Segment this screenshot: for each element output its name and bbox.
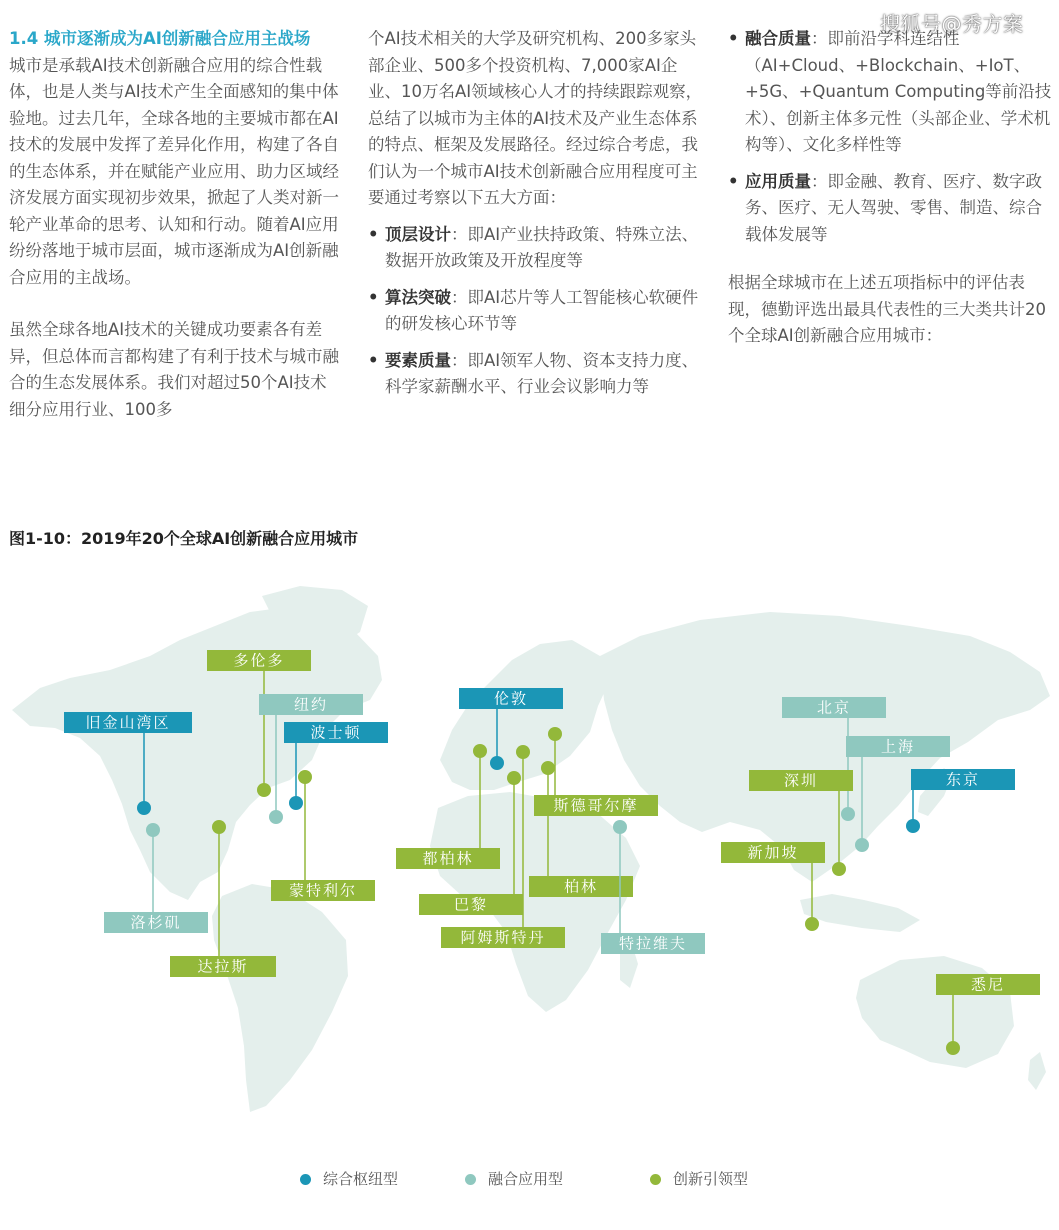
city-dot — [137, 801, 151, 815]
criteria-term: 顶层设计 — [385, 224, 451, 244]
city-label: 阿姆斯特丹 — [460, 928, 546, 947]
legend-dot — [300, 1174, 311, 1185]
world-map — [0, 560, 1059, 1160]
criteria-list — [728, 26, 1054, 248]
criteria-term: 算法突破 — [385, 287, 451, 307]
legend-dot — [465, 1174, 476, 1185]
section-title: 1.4 城市逐渐成为AI创新融合应用主战场 — [9, 29, 311, 48]
criteria-separator: ： — [451, 350, 468, 370]
city-dot — [805, 917, 819, 931]
city-dot — [490, 756, 504, 770]
city-dot — [146, 823, 160, 837]
text-column-3 — [728, 26, 1054, 350]
criteria-item — [368, 348, 703, 401]
criteria-description: 即AI芯片等人工智能核心软硬件的研发核心环节等 — [385, 287, 699, 333]
legend-item — [465, 1168, 563, 1189]
figure-title: 图1-10：2019年20个全球AI创新融合应用城市 — [9, 529, 359, 548]
city-dot — [289, 796, 303, 810]
paragraph-selection: 根据全球城市在上述五项指标中的评估表现，德勤评选出最具代表性的三大类共计20个全球AI创新融合应用城市： — [728, 273, 1046, 345]
criteria-description: 即AI领军人物、资本支持力度、科学家薪酬水平、行业会议影响力等 — [385, 350, 699, 396]
city-marker — [721, 842, 825, 931]
watermark: 搜狐号@秀方案 — [880, 12, 1024, 36]
criteria-separator: ： — [811, 171, 828, 191]
world-land — [12, 586, 1050, 1112]
criteria-term: 融合质量 — [745, 29, 811, 48]
city-label: 洛杉矶 — [130, 913, 182, 932]
city-label: 蒙特利尔 — [288, 881, 358, 900]
city-label: 巴黎 — [453, 895, 489, 914]
city-label: 波士顿 — [310, 723, 362, 742]
city-label: 新加坡 — [747, 843, 799, 862]
city-dot — [269, 810, 283, 824]
paragraph-intro: 城市是承载AI技术创新融合应用的综合性载体，也是人类与AI技术产生全面感知的集中体验地。过去几年，全球各地的主要城市都在AI技术的发展中发挥了差异化作用，构建了各自的生态体系，并在赋能产业应用、助力区域经济发展方面实现初步效果，掀起了人类对新一轮产业革命的思考、认知和行动。随着AI应用纷纷落地于城市层面，城市逐渐成为AI创新融合应用的主战场。 — [9, 55, 339, 287]
city-label: 达拉斯 — [197, 957, 249, 976]
criteria-item — [368, 222, 703, 275]
text-column-1 — [9, 26, 339, 423]
criteria-separator: ： — [451, 224, 468, 244]
city-label: 深圳 — [783, 771, 819, 790]
paragraph-method-continued: 个AI技术相关的大学及研究机构、200多家头部企业、500多个投资机构、7,000家AI企业、10万名AI领域核心人才的持续跟踪观察，总结了以城市为主体的AI技术及产业生态体系的特点、框架及发展路径。经过综合考虑，我们认为一个城市AI技术创新融合应用程度可主要通过考察以下五大方面： — [368, 29, 703, 207]
legend-label: 创新引领型 — [673, 1170, 749, 1188]
city-label: 斯德哥尔摩 — [553, 796, 639, 815]
city-dot — [507, 771, 521, 785]
city-marker — [271, 770, 375, 901]
city-dot — [212, 820, 226, 834]
criteria-description: 即AI产业扶持政策、特殊立法、数据开放政策及开放程度等 — [385, 224, 699, 270]
legend-label: 综合枢纽型 — [323, 1170, 399, 1188]
legend-dot — [650, 1174, 661, 1185]
city-dot — [516, 745, 530, 759]
legend-label: 融合应用型 — [488, 1170, 564, 1188]
criteria-separator: ： — [811, 29, 828, 48]
city-label: 纽约 — [293, 695, 329, 714]
city-label: 特拉维夫 — [618, 934, 688, 953]
text-column-2 — [368, 26, 703, 411]
city-dot — [548, 727, 562, 741]
criteria-description: 即金融、教育、医疗、数字政务、医疗、无人驾驶、零售、制造、综合载体发展等 — [745, 171, 1042, 244]
city-dot — [855, 838, 869, 852]
criteria-item — [728, 169, 1054, 249]
city-label: 东京 — [945, 770, 981, 789]
city-label: 悉尼 — [970, 975, 1006, 994]
criteria-term: 应用质量 — [745, 171, 811, 191]
city-label: 柏林 — [563, 877, 599, 896]
city-label: 伦敦 — [493, 689, 529, 708]
legend-item — [300, 1168, 398, 1189]
city-dot — [906, 819, 920, 833]
city-label: 上海 — [880, 737, 916, 756]
legend-item — [650, 1168, 748, 1189]
city-dot — [613, 820, 627, 834]
city-dot — [473, 744, 487, 758]
city-dot — [257, 783, 271, 797]
criteria-list — [368, 222, 703, 401]
city-dot — [832, 862, 846, 876]
paragraph-method: 虽然全球各地AI技术的关键成功要素各有差异，但总体而言都构建了有利于技术与城市融合的生态发展体系。我们对超过50个AI技术细分应用行业、100多 — [9, 320, 339, 419]
criteria-term: 要素质量 — [385, 350, 451, 370]
criteria-description: 即前沿学科连结性（AI+Cloud、+Blockchain、+IoT、+5G、+Quantum Computing等前沿技术）、创新主体多元性（头部企业、学术机构等）、文化多样性等 — [745, 29, 1052, 154]
city-dot — [841, 807, 855, 821]
city-label: 北京 — [816, 698, 852, 717]
criteria-separator: ： — [451, 287, 468, 307]
city-label: 旧金山湾区 — [85, 713, 171, 732]
city-dot — [541, 761, 555, 775]
city-label: 多伦多 — [233, 651, 285, 670]
criteria-item — [368, 285, 703, 338]
city-dot — [946, 1041, 960, 1055]
criteria-item — [728, 26, 1054, 159]
city-dot — [298, 770, 312, 784]
city-label: 都柏林 — [422, 849, 474, 868]
